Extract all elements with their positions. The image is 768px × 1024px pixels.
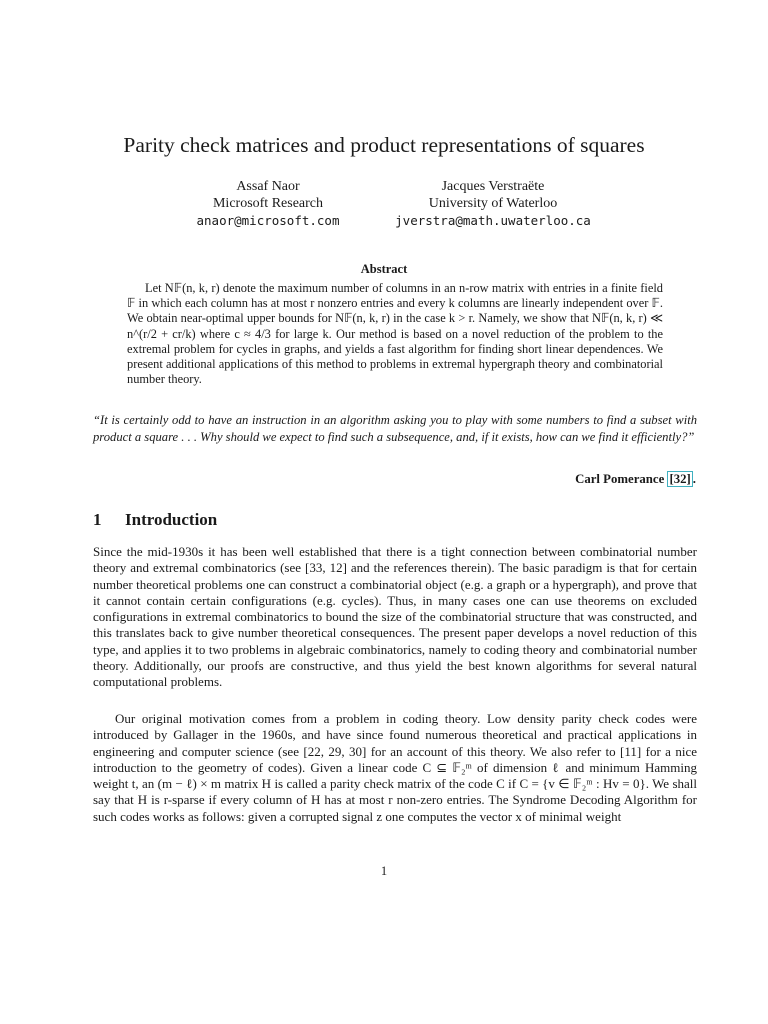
- epigraph-quote: “It is certainly odd to have an instruction in an algorithm asking you to play with some numbers to find a subset with product a square . . . Why should we expect to find such a subsequence, and, if it exists, how can we find it efficiently?”: [93, 413, 697, 444]
- page-number: 1: [380, 864, 388, 878]
- epigraph-author: Carl Pomerance: [575, 472, 665, 486]
- body-paragraph: Our original motivation comes from a problem in coding theory. Low density parity check codes were introduced by Gallager in the 1960s, and have since found numerous theoretical and practical applications in engineering and computer science (see [22, 29, 30] for an account of this theory. We also refer to [11] for a nice introduction to the geometry of codes). Given a linear code C ⊆ 𝔽₂ᵐ of dimension ℓ and minimum Hamming weight t, an (m − ℓ) × m matrix H is called a parity check matrix of the code C if C = {v ∈ 𝔽₂ᵐ : Hv = 0}. We shall say that H is r-sparse if every column of H has at most r non-zero entries. The Syndrome Decoding Algorithm for such codes works as follows: given a corrupted signal z one computes the vector x of minimal weight: [93, 711, 697, 824]
- author-email[interactable]: jverstra@math.uwaterloo.ca: [395, 213, 591, 228]
- body-paragraph: Since the mid-1930s it has been well established that there is a tight connection between combinatorial number theory and extremal combinatorics (see [33, 12] and the references therein). The basic paradigm is that for certain number theoretical problems one can construct a combinatorial object (e.g. a graph or a hypergraph), and prove that it cannot contain certain configurations (e.g. cycles). Thus, in many cases one can use theorems on excluded configurations in extremal combinatorics to bound the size of the combinatorial structure that was constructed, and this translates back to give number theoretical consequences. The present paper develops a novel reduction of this type, and applies it to two problems in algebraic combinatorics, namely to coding theory and combinatorial number theory. Additionally, our proofs are constructive, and thus yield the best known algorithms for several natural computational problems.: [93, 544, 697, 690]
- author-affiliation: Microsoft Research: [212, 196, 324, 211]
- paper-title: Parity check matrices and product representations of squares: [123, 133, 645, 157]
- author-affiliation: University of Waterloo: [428, 196, 558, 211]
- section-heading: [93, 510, 217, 530]
- abstract-heading: Abstract: [360, 262, 408, 276]
- author-block-naor: [168, 178, 368, 229]
- author-name: Jacques Verstraëte: [441, 179, 545, 194]
- author-block-verstraete: [380, 178, 606, 229]
- author-name: Assaf Naor: [236, 179, 300, 194]
- citation-link[interactable]: [32]: [669, 472, 691, 486]
- abstract-text: Let N𝔽(n, k, r) denote the maximum number of columns in an n-row matrix with entries in a finite field 𝔽 in which each column has at most r nonzero entries and every k columns are linearly independent over 𝔽. We obtain near-optimal upper bounds for N𝔽(n, k, r) in the case k > r. Namely, we show that N𝔽(n, k, r) ≪ n^(r/2 + cr/k) where c ≈ 4/3 for large k. Our method is based on a novel reduction of the problem to the extremal problem for cycles in graphs, and yields a fast algorithm for finding short linear dependences. We present additional applications of this method to problems in extremal hypergraph theory and combinatorial number theory.: [127, 281, 663, 387]
- epigraph-attribution: Carl Pomerance [32] .: [575, 472, 696, 486]
- section-title: Introduction: [125, 510, 218, 529]
- author-email[interactable]: anaor@microsoft.com: [196, 213, 340, 228]
- section-number: 1: [93, 510, 102, 529]
